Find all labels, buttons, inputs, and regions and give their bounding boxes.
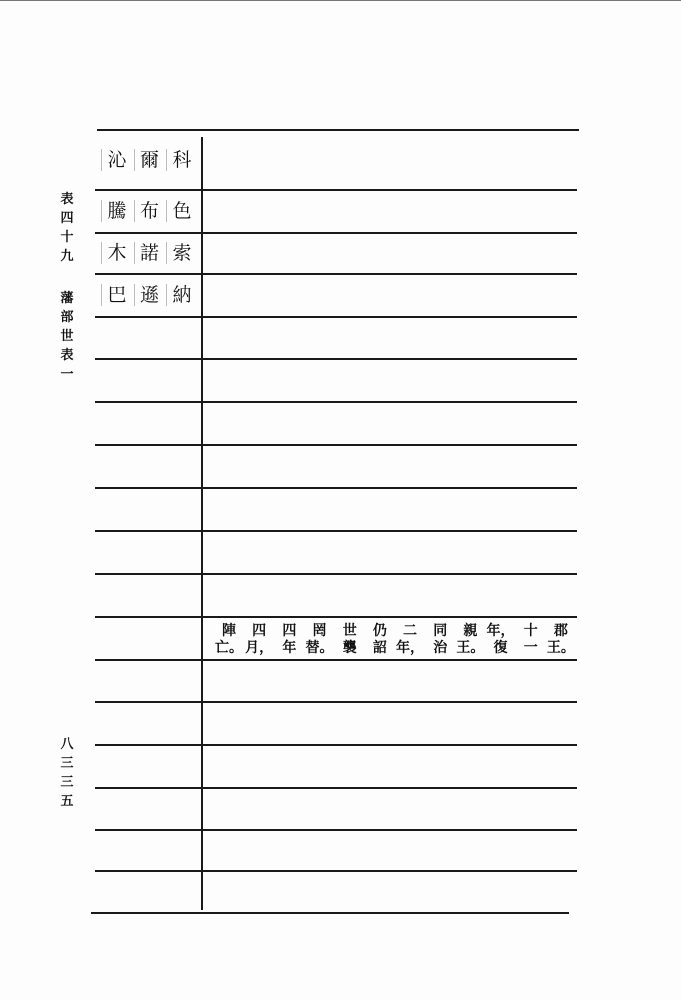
note-column — [215, 623, 243, 657]
note-column — [517, 623, 545, 657]
note-char: 罔 — [312, 623, 327, 639]
note-char: 四 — [282, 623, 297, 639]
name-row — [101, 149, 197, 171]
name-char: 爾 — [134, 149, 165, 171]
name-char: 索 — [166, 242, 197, 264]
note-char: 親 — [463, 623, 478, 639]
name-char: 騰 — [101, 200, 132, 222]
name-row — [101, 284, 197, 306]
note-char: 襲 — [342, 640, 357, 656]
side-header-char: 九 — [60, 249, 74, 264]
note-column — [245, 623, 273, 657]
note-column — [426, 623, 454, 657]
note-char: 亡。 — [215, 640, 243, 656]
table-row-rule — [95, 189, 577, 191]
table-row-rule — [95, 701, 577, 703]
page-number-char: 三 — [60, 756, 74, 771]
note-char: 世 — [342, 623, 357, 639]
table-row-rule — [95, 659, 577, 661]
name-char: 納 — [166, 284, 197, 306]
note-char: 替。 — [305, 640, 334, 656]
table-row-rule — [95, 829, 577, 831]
note-char: 仍 — [372, 623, 387, 639]
name-char: 巴 — [101, 284, 132, 306]
side-header-char: 表 — [60, 192, 74, 207]
note-char: 二 — [403, 623, 418, 639]
table-row-rule — [95, 744, 577, 746]
table-row-rule — [95, 573, 577, 575]
table-row-rule — [95, 232, 577, 234]
note-column — [336, 623, 364, 657]
page-number-char: 八 — [60, 737, 74, 752]
table-row-rule — [95, 487, 577, 489]
note-char: 詔 — [372, 640, 387, 656]
table-row-rule — [95, 787, 577, 789]
note-char: 月， — [245, 640, 274, 656]
name-row — [101, 200, 197, 222]
side-title-char: 藩 — [60, 291, 74, 306]
note-char: 一 — [523, 640, 538, 656]
note-char: 十 — [523, 623, 538, 639]
side-title-char: 一 — [60, 367, 74, 382]
side-title-char: 部 — [60, 310, 74, 325]
note-char: 四 — [252, 623, 267, 639]
note-column — [366, 623, 394, 657]
name-char: 諾 — [134, 242, 165, 264]
side-header-char: 十 — [60, 230, 74, 245]
side-title-char: 表 — [60, 348, 74, 363]
name-char: 色 — [166, 200, 197, 222]
note-char: 同 — [433, 623, 448, 639]
note-column — [487, 623, 515, 657]
page-number-char: 五 — [60, 794, 74, 809]
note-char: 復 — [493, 640, 508, 656]
name-char: 木 — [101, 242, 132, 264]
note-column — [547, 623, 575, 657]
name-char: 沁 — [101, 149, 132, 171]
table-row-rule — [95, 316, 577, 318]
note-char: 年， — [486, 623, 515, 639]
note-char: 治 — [433, 640, 448, 656]
table-row-rule — [95, 530, 577, 532]
note-char: 王。 — [456, 640, 485, 656]
page-number — [56, 735, 78, 811]
name-char: 布 — [134, 200, 165, 222]
note-char: 郡 — [553, 623, 568, 639]
table-row-rule — [95, 870, 577, 872]
table-row-rule — [95, 616, 577, 618]
side-title-char: 世 — [60, 329, 74, 344]
note-column — [456, 623, 484, 657]
side-title — [56, 289, 78, 384]
note-column — [396, 623, 424, 657]
table-row-rule — [95, 401, 577, 403]
side-header — [56, 190, 78, 266]
note-char: 陣 — [222, 623, 236, 639]
page-number-char: 三 — [60, 775, 74, 790]
note-char: 年， — [396, 640, 425, 656]
table-top-rule — [97, 129, 579, 131]
name-char: 遜 — [134, 284, 165, 306]
name-char: 科 — [166, 149, 197, 171]
table-row-rule — [95, 444, 577, 446]
note-column — [275, 623, 303, 657]
table-row-rule — [95, 273, 577, 275]
note-char: 王。 — [546, 640, 575, 656]
table-row-rule — [95, 358, 577, 360]
entry-note — [215, 623, 575, 657]
table-column-divider — [201, 137, 203, 910]
page-top-border — [0, 0, 681, 1]
note-char: 年 — [282, 640, 297, 656]
table-bottom-rule — [91, 912, 569, 914]
name-row — [101, 242, 197, 264]
note-column — [306, 623, 334, 657]
side-header-char: 四 — [60, 211, 74, 226]
